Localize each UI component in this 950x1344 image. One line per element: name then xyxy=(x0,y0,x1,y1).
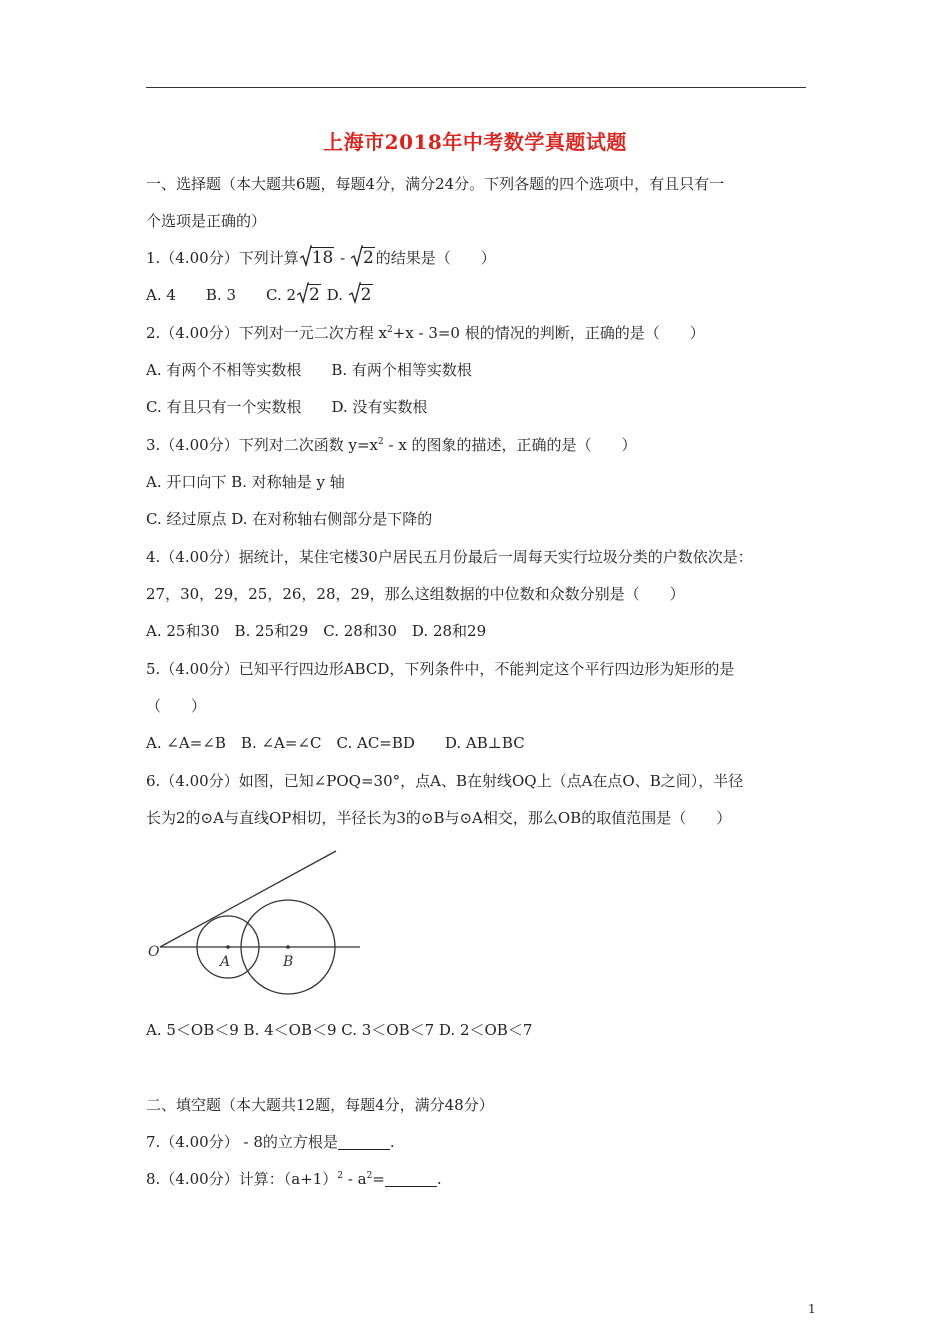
label-b: B xyxy=(283,954,294,970)
sqrt-18 xyxy=(300,248,335,268)
q3-stem-b: - x 的图象的描述，正确的是（ ） xyxy=(383,436,637,454)
section2-heading: 二、填空题（本大题共12题，每题4分，满分48分） xyxy=(146,1096,494,1114)
question-3-stem xyxy=(146,435,637,455)
question-5-stem: 5.（4.00分）已知平行四边形ABCD，下列条件中，不能判定这个平行四边形为矩形的是 xyxy=(146,660,735,678)
q1-prefix: 1.（4.00分）下列计算 xyxy=(146,249,299,267)
question-4-options: A. 25和30 B. 25和29 C. 28和30 D. 28和29 xyxy=(146,622,487,640)
q8-end: . xyxy=(436,1170,442,1188)
question-3-options-cd: C. 经过原点 D. 在对称轴右侧部分是下降的 xyxy=(146,510,433,528)
question-6-figure xyxy=(140,845,380,1005)
q2-stem-a: 2.（4.00分）下列对一元二次方程 x xyxy=(146,324,387,342)
question-7 xyxy=(146,1132,395,1152)
q3-stem-a: 3.（4.00分）下列对二次函数 y=x xyxy=(146,436,378,454)
q7-stem: 7.（4.00分） - 8的立方根是 xyxy=(146,1133,338,1151)
q3-exponent: 2 xyxy=(377,437,384,447)
q8-stem-c: = xyxy=(372,1170,385,1188)
question-1-options xyxy=(146,285,374,305)
page-title: 上海市2018年中考数学真题试题 xyxy=(323,130,627,154)
sqrt-2-option-c xyxy=(297,285,321,305)
question-2-options-ab: A. 有两个不相等实数根 B. 有两个相等实数根 xyxy=(146,361,472,379)
q2-exponent: 2 xyxy=(386,325,393,335)
question-5-stem-cont: （ ） xyxy=(146,697,207,715)
question-8 xyxy=(146,1169,442,1189)
page-number: 1 xyxy=(808,1302,816,1316)
q8-stem-a: 8.（4.00分）计算：（a+1） xyxy=(146,1170,338,1188)
sqrt-2 xyxy=(351,248,375,268)
question-4-stem-cont: 27，30，29，25，26，28，29，那么这组数据的中位数和众数分别是（ ） xyxy=(146,585,685,603)
question-5-options: A. ∠A=∠B B. ∠A=∠C C. AC=BD D. AB⊥BC xyxy=(146,734,525,752)
point-b-dot xyxy=(286,945,290,949)
header-rule xyxy=(146,87,806,88)
question-1-stem xyxy=(146,248,496,268)
q1-minus: - xyxy=(335,249,350,267)
question-4-stem: 4.（4.00分）据统计，某住宅楼30户居民五月份最后一周每天实行垃圾分类的户数依次是： xyxy=(146,548,753,566)
question-2-stem xyxy=(146,323,705,343)
point-a-dot xyxy=(226,945,230,949)
answer-blank-8[interactable] xyxy=(385,1172,437,1187)
sqrt-2-option-d xyxy=(349,285,373,305)
q1-option-d-label: D. xyxy=(321,286,348,304)
radicand-2: 2 xyxy=(362,248,374,268)
radicand-option-c: 2 xyxy=(309,285,320,305)
question-2-options-cd: C. 有且只有一个实数根 D. 没有实数根 xyxy=(146,398,428,416)
q1-options-abc: A. 4 B. 3 C. 2 xyxy=(146,286,297,304)
question-6-stem-cont: 长为2的⊙A与直线OP相切，半径长为3的⊙B与⊙A相交，那么OB的取值范围是（ ） xyxy=(146,809,732,827)
q1-suffix: 的结果是（ ） xyxy=(375,249,496,267)
answer-blank-7[interactable] xyxy=(338,1135,390,1150)
ray-op xyxy=(160,851,336,947)
q7-end: . xyxy=(389,1133,395,1151)
section1-heading: 一、选择题（本大题共6题，每题4分，满分24分。下列各题的四个选项中，有且只有一 xyxy=(146,175,725,193)
q8-exponent-1: 2 xyxy=(337,1171,343,1181)
radicand-option-d: 2 xyxy=(360,285,372,305)
question-6-options: A. 5＜OB＜9 B. 4＜OB＜9 C. 3＜OB＜7 D. 2＜OB＜7 xyxy=(146,1021,533,1039)
q8-stem-b: - a xyxy=(343,1170,367,1188)
question-6-stem: 6.（4.00分）如图，已知∠POQ=30°，点A、B在射线OQ上（点A在点O、B之间），半径 xyxy=(146,772,744,790)
label-a: A xyxy=(220,954,231,970)
question-3-options-ab: A. 开口向下 B. 对称轴是 y 轴 xyxy=(146,473,345,491)
q2-stem-b: +x - 3=0 根的情况的判断，正确的是（ ） xyxy=(392,324,705,342)
q8-exponent-2: 2 xyxy=(366,1171,373,1181)
radicand-18: 18 xyxy=(311,248,334,268)
label-o: O xyxy=(148,944,160,960)
section1-heading-cont: 个选项是正确的） xyxy=(146,212,267,230)
